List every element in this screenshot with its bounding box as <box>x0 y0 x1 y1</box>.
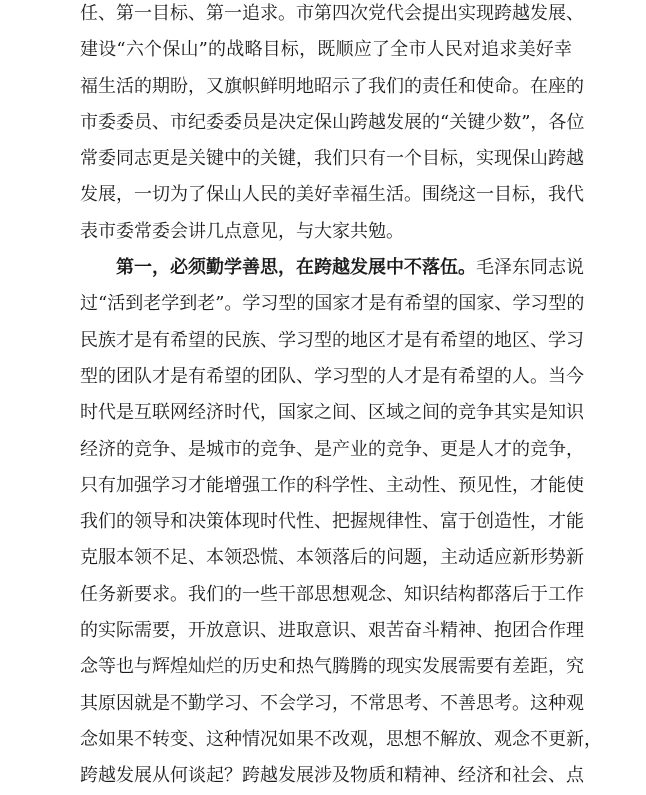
heading-line-rest: 毛泽东同志说 <box>476 257 584 279</box>
text-line: 发展，一切为了保山人民的美好幸福生活。围绕这一目标，我代 <box>80 184 584 206</box>
text-line: 只有加强学习才能增强工作的科学性、主动性、预见性，才能使 <box>80 474 584 496</box>
text-line: 念等也与辉煌灿烂的历史和热气腾腾的现实发展需要有差距，究 <box>80 656 584 678</box>
text-line: 经济的竞争、是城市的竞争、是产业的竞争、更是人才的竞争， <box>80 438 584 460</box>
text-line: 市委委员、市纪委委员是决定保山跨越发展的“关键少数”，各位 <box>80 111 585 133</box>
section-heading: 第一，必须勤学善思，在跨越发展中不落伍。 <box>116 257 476 279</box>
text-line: 过“活到老学到老”。学习型的国家才是有希望的国家、学习型的 <box>80 293 585 315</box>
paragraph-first-line <box>80 250 584 286</box>
text-line: 任、第一目标、第一追求。市第四次党代会提出实现跨越发展、 <box>80 3 584 24</box>
text-line: 型的团队才是有希望的团队、学习型的人才是有希望的人。当今 <box>80 365 584 387</box>
text-line: 任务新要求。我们的一些干部思想观念、知识结构都落后于工作 <box>80 583 584 605</box>
text-line: 我们的领导和决策体现时代性、把握规律性、富于创造性，才能 <box>80 511 584 533</box>
text-line: 常委同志更是关键中的关键，我们只有一个目标，实现保山跨越 <box>80 148 584 170</box>
text-line: 其原因就是不勤学习、不会学习，不常思考、不善思考。这种观 <box>80 692 584 714</box>
text-line: 表市委常委会讲几点意见，与大家共勉。 <box>80 220 404 242</box>
text-line: 跨越发展从何谈起？跨越发展涉及物质和精神、经济和社会、点 <box>80 765 584 787</box>
text-line: 的实际需要，开放意识、进取意识、艰苦奋斗精神、抱团合作理 <box>80 620 584 642</box>
document-body <box>80 0 602 795</box>
text-line: 建设“六个保山”的战略目标，既顺应了全市人民对追求美好幸 <box>80 39 572 61</box>
text-line: 念如果不转变、这种情况如果不改观，思想不解放、观念不更新， <box>80 728 602 750</box>
text-line: 时代是互联网经济时代，国家之间、区域之间的竞争其实是知识 <box>80 402 584 424</box>
text-line: 福生活的期盼，又旗帜鲜明地昭示了我们的责任和使命。在座的 <box>80 75 584 97</box>
text-line: 克服本领不足、本领恐慌、本领落后的问题，主动适应新形势新 <box>80 547 584 569</box>
text-line: 民族才是有希望的民族、学习型的地区才是有希望的地区、学习 <box>80 329 584 351</box>
